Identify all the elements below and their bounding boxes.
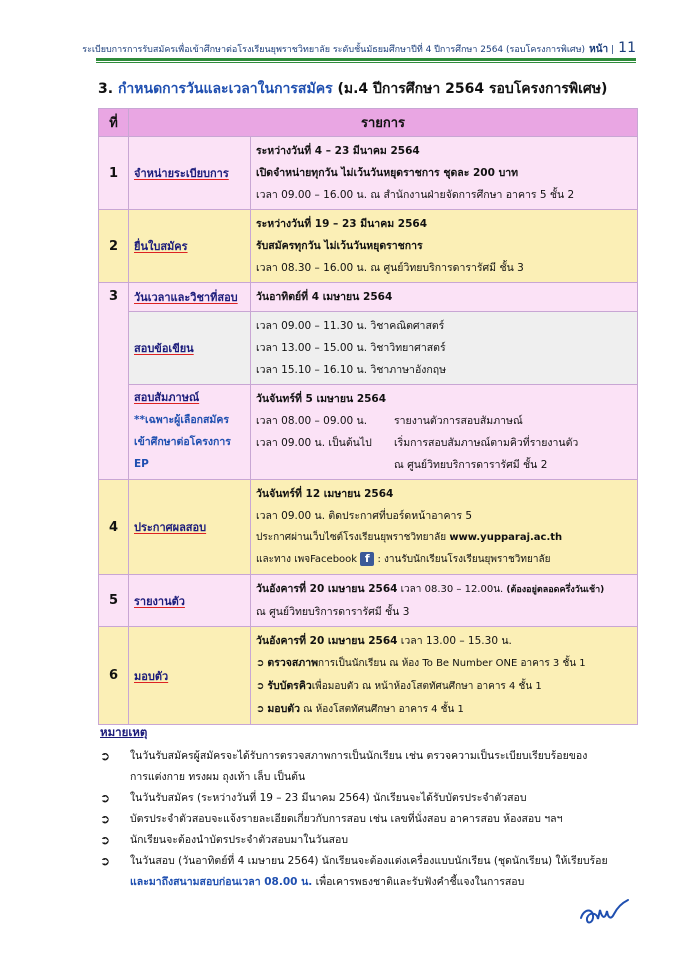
row-date: วันอาทิตย์ที่ 4 เมษายน 2564 [256, 291, 393, 303]
arrow-right-circle-icon: ➲ [100, 812, 111, 826]
table-row [99, 480, 638, 575]
notes-list [100, 746, 645, 893]
header-rule [96, 58, 636, 61]
row-line: เปิดจำหน่ายทุกวัน ไม่เว้นวันหยุดราชการ ชุดละ 200 บาท [256, 167, 519, 179]
row-number: 4 [99, 480, 129, 575]
table-row [99, 210, 638, 283]
table-row [99, 385, 638, 480]
list-item [100, 746, 645, 788]
item-bold: มอบตัว [267, 703, 300, 715]
table-row [99, 627, 638, 725]
arrow-right-circle-icon: ➲ [256, 681, 265, 692]
row-text: ณ ศูนย์วิทยบริการดารารัศมี ชั้น 2 [394, 459, 548, 471]
row-topic: รายงานตัว [134, 594, 185, 608]
table-row [99, 312, 638, 385]
row-text: รายงานตัวการสอบสัมภาษณ์ [394, 415, 523, 427]
list-item [100, 809, 645, 830]
page-label: หน้า [589, 44, 609, 55]
row-line: ณ ศูนย์วิทยบริการดารารัศมี ชั้น 3 [256, 606, 410, 618]
interview-sub: EP [134, 458, 149, 470]
row-time: เวลา 08.30 – 12.00น. [400, 584, 504, 595]
arrow-right-circle-icon: ➲ [256, 658, 265, 669]
row-topic: มอบตัว [134, 669, 169, 683]
row-time: เวลา 09.00 น. เป็นต้นไป [256, 437, 372, 449]
row-note: (ต้องอยู่ตลอดครึ่งวันเช้า) [506, 585, 605, 595]
row-number: 5 [99, 575, 129, 627]
row-number: 1 [99, 137, 129, 210]
row-line: เวลา 13.00 – 15.00 น. วิชาวิทยาศาสตร์ [256, 342, 446, 354]
col-item-header: รายการ [129, 109, 638, 137]
interview-sub: **เฉพาะผู้เลือกสมัคร [134, 414, 230, 426]
page-header: ระเบียบการการรับสมัครเพื่อเข้าศึกษาต่อโรงเรียนยุพราชวิทยาลัย ระดับชั้นมัธยมศึกษาปีที่ 4 ปีการศึกษา 2564 (รอบโครงการพิเศษ) หน้า | 11 [82, 40, 636, 56]
arrow-right-circle-icon: ➲ [100, 749, 111, 763]
row-text: ประกาศผ่านเว็บไซต์โรงเรียนยุพราชวิทยาลัย [256, 532, 447, 543]
note-text: ในวันรับสมัครผู้สมัครจะได้รับการตรวจสภาพการเป็นนักเรียน เช่น ตรวจความเป็นระเบียบเรียบร้อยของ [130, 750, 588, 762]
list-item [100, 830, 645, 851]
row-number: 2 [99, 210, 129, 283]
row-date: วันจันทร์ที่ 12 เมษายน 2564 [256, 488, 394, 500]
interview-sub: เข้าศึกษาต่อโครงการ [134, 436, 231, 448]
row-number: 6 [99, 627, 129, 725]
section-title-main: กำหนดการวันและเวลาในการสมัคร [117, 81, 333, 97]
row-line: เวลา 09.00 – 16.00 น. ณ สำนักงานฝ่ายจัดการศึกษา อาคาร 5 ชั้น 2 [256, 189, 575, 201]
row-number: 3 [99, 283, 129, 480]
row-line: ระหว่างวันที่ 4 – 23 มีนาคม 2564 [256, 145, 420, 157]
row-topic: จำหน่ายระเบียบการ [134, 167, 229, 180]
row-text: และทาง เพจFacebook [256, 554, 358, 565]
row-topic: วันเวลาและวิชาที่สอบ [134, 291, 238, 304]
row-time: เวลา 13.00 – 15.30 น. [400, 635, 512, 647]
facebook-icon: f [360, 552, 374, 566]
item-text: การเป็นนักเรียน ณ ห้อง To Be Number ONE อาคาร 3 ชั้น 1 [318, 658, 586, 669]
interview-topic: สอบสัมภาษณ์ [134, 391, 200, 404]
arrow-right-circle-icon: ➲ [100, 791, 111, 805]
row-text: เริ่มการสอบสัมภาษณ์ตามคิวที่รายงานตัว [394, 437, 579, 449]
note-text: เพื่อเคารพธงชาติและรับฟังคำชี้แจงในการสอบ [312, 876, 525, 888]
row-line: เวลา 09.00 น. ติดประกาศที่บอร์ดหน้าอาคาร 5 [256, 510, 473, 522]
note-highlight: และมาถึงสนามสอบก่อนเวลา 08.00 น. [130, 876, 313, 888]
row-date: วันอังคารที่ 20 เมษายน 2564 [256, 635, 398, 647]
item-text: ณ ห้องโสตทัศนศึกษา อาคาร 4 ชั้น 1 [300, 704, 464, 715]
row-line: เวลา 15.10 – 16.10 น. วิชาภาษาอังกฤษ [256, 364, 447, 376]
note-text: นักเรียนจะต้องนำบัตรประจำตัวสอบมาในวันสอบ [130, 834, 348, 846]
table-row [99, 137, 638, 210]
written-topic: สอบข้อเขียน [134, 342, 194, 355]
header-rule-thin [96, 62, 636, 63]
arrow-right-circle-icon: ➲ [256, 704, 265, 715]
page-number: 11 [618, 40, 636, 56]
note-text: ในวันสอบ (วันอาทิตย์ที่ 4 เมษายน 2564) นักเรียนจะต้องแต่งเครื่องแบบนักเรียน (ชุดนักเรียน) ให้เรียบร้อย [130, 855, 608, 867]
header-text: ระเบียบการการรับสมัครเพื่อเข้าศึกษาต่อโรงเรียนยุพราชวิทยาลัย ระดับชั้นมัธยมศึกษาปีที่ 4 ปีการศึกษา 2564 (รอบโครงการพิเศษ) [82, 45, 586, 55]
row-date: วันจันทร์ที่ 5 เมษายน 2564 [256, 393, 387, 405]
list-item [100, 851, 645, 893]
row-date: วันอังคารที่ 20 เมษายน 2564 [256, 583, 398, 595]
arrow-right-circle-icon: ➲ [100, 833, 111, 847]
table-row [99, 283, 638, 312]
row-line: เวลา 09.00 – 11.30 น. วิชาคณิตศาสตร์ [256, 320, 445, 332]
table-row [99, 575, 638, 627]
row-line: เวลา 08.30 – 16.00 น. ณ ศูนย์วิทยบริการดารารัศมี ชั้น 3 [256, 262, 524, 274]
item-bold: ตรวจสภาพ [267, 657, 319, 669]
row-topic: ยื่นใบสมัคร [134, 240, 188, 253]
website-link[interactable]: www.yupparaj.ac.th [449, 532, 563, 543]
arrow-right-circle-icon: ➲ [100, 854, 111, 868]
table-header-row [99, 109, 638, 137]
item-bold: รับบัตรคิว [267, 680, 312, 692]
note-text: การแต่งกาย ทรงผม ถุงเท้า เล็บ เป็นต้น [130, 771, 306, 783]
signature [578, 896, 634, 930]
row-text: : งานรับนักเรียนโรงเรียนยุพราชวิทยาลัย [377, 554, 551, 565]
row-time: เวลา 08.00 – 09.00 น. [256, 415, 368, 427]
item-text: เพื่อมอบตัว ณ หน้าห้องโสตทัศนศึกษา อาคาร 4 ชั้น 1 [311, 681, 542, 692]
row-line: รับสมัครทุกวัน ไม่เว้นวันหยุดราชการ [256, 240, 423, 252]
section-title [98, 78, 638, 100]
notes-title: หมายเหตุ [100, 725, 148, 739]
row-line: ระหว่างวันที่ 19 – 23 มีนาคม 2564 [256, 218, 428, 230]
section-title-sub: (ม.4 ปีการศึกษา 2564 รอบโครงการพิเศษ) [337, 81, 608, 97]
section-number: 3. [98, 81, 114, 97]
note-text: ในวันรับสมัคร (ระหว่างวันที่ 19 – 23 มีนาคม 2564) นักเรียนจะได้รับบัตรประจำตัวสอบ [130, 792, 527, 804]
schedule-table [98, 108, 638, 725]
row-topic: ประกาศผลสอบ [134, 521, 207, 534]
col-no-header: ที่ [99, 109, 129, 137]
note-text: บัตรประจำตัวสอบจะแจ้งรายละเอียดเกี่ยวกับการสอบ เช่น เลขที่นั่งสอบ อาคารสอบ ห้องสอบ ฯลฯ [130, 813, 563, 825]
list-item [100, 788, 645, 809]
